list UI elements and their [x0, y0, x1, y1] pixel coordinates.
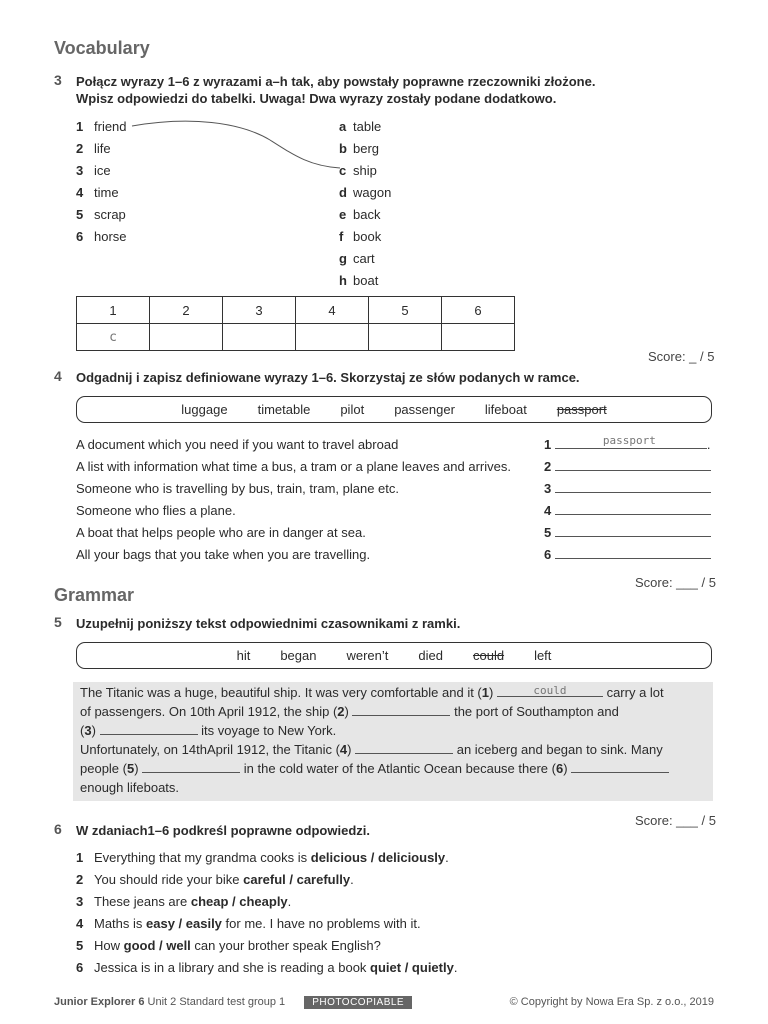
table-header-cell: 6	[442, 297, 515, 324]
definition-row	[76, 478, 716, 500]
footer-left	[54, 996, 412, 1008]
answer-end: .	[706, 437, 711, 452]
list-item	[339, 226, 391, 248]
definition-text: All your bags that you take when you are travelling.	[76, 547, 371, 562]
gap-6[interactable]	[571, 759, 669, 773]
item-word: wagon	[353, 185, 392, 200]
item-word: life	[94, 141, 111, 156]
item-letter: a	[339, 119, 347, 134]
table-header-cell: 4	[296, 297, 369, 324]
verb-bank-item-used: could	[472, 648, 505, 663]
list-item	[339, 160, 391, 182]
item-word: boat	[353, 273, 379, 288]
gap-2[interactable]	[352, 702, 450, 716]
list-item	[76, 160, 127, 182]
answer-slot	[544, 456, 711, 478]
list-item	[76, 204, 127, 226]
table-answer-cell[interactable]	[223, 324, 296, 351]
verb-bank-item: began	[280, 648, 317, 663]
answer-options[interactable]: quiet / quietly	[370, 960, 454, 975]
definition-row	[76, 456, 716, 478]
word-bank-item: timetable	[257, 402, 311, 417]
list-item	[339, 116, 391, 138]
answer-number: 5	[544, 525, 552, 540]
list-item	[76, 138, 127, 160]
answer-line[interactable]	[555, 500, 711, 515]
sentence-item: 6 Jessica is in a library and she is reading a book quiet / quietly.	[76, 960, 458, 975]
item-word: table	[353, 119, 382, 134]
definition-text: A boat that helps people who are in danger at sea.	[76, 525, 366, 540]
photocopiable-badge: PHOTOCOPIABLE	[304, 996, 412, 1009]
answer-options[interactable]: careful / carefully	[243, 872, 351, 887]
answer-handwritten: passport	[602, 434, 656, 447]
item-letter: h	[339, 273, 347, 288]
word-bank-item: passenger	[394, 402, 455, 417]
item-number: 1	[76, 119, 84, 134]
exercise-5-instructions: Uzupełnij poniższy tekst odpowiednimi czasownikami z ramki.	[76, 616, 461, 631]
answer-number: 4	[544, 503, 552, 518]
verb-bank-item: left	[534, 648, 552, 663]
item-word: scrap	[94, 207, 126, 222]
exercise-3-number: 3	[54, 72, 62, 88]
exercise-6-number: 6	[54, 821, 62, 837]
item-letter: g	[339, 251, 347, 266]
item-letter: f	[339, 229, 344, 244]
item-number: 2	[76, 141, 84, 156]
adverb-sentences	[76, 847, 457, 979]
definition-row	[76, 434, 716, 456]
section-heading-grammar: Grammar	[54, 585, 135, 605]
table-answer-cell[interactable]	[150, 324, 223, 351]
list-item	[339, 204, 391, 226]
exercise-5-score: Score: ___ / 5	[635, 813, 716, 828]
text-line: (3) its voyage to New York.	[80, 723, 337, 738]
table-header-cell: 1	[77, 297, 150, 324]
instr-line-2: Wpisz odpowiedzi do tabelki. Uwaga! Dwa wyrazy zostały podane dodatkowo.	[76, 91, 557, 106]
word-bank-item-used: passport	[556, 402, 607, 417]
answer-slot	[544, 522, 711, 544]
item-word: book	[353, 229, 382, 244]
item-word: horse	[94, 229, 127, 244]
footer-copyright: © Copyright by Nowa Era Sp. z o.o., 2019	[509, 996, 714, 1008]
verb-bank-item: died	[418, 648, 443, 663]
answer-slot	[544, 544, 711, 566]
gap-1-answer: could	[533, 684, 567, 697]
table-header-cell: 3	[223, 297, 296, 324]
example-match-line	[130, 118, 345, 174]
answer-number: 2	[544, 459, 552, 474]
list-item	[76, 182, 127, 204]
table-answer-cell[interactable]	[442, 324, 515, 351]
table-header-row	[77, 297, 515, 324]
sentence-item: 5 How good / well can your brother speak English?	[76, 938, 381, 953]
definition-row	[76, 500, 716, 522]
gap-5[interactable]	[142, 759, 240, 773]
table-answer-cell[interactable]: c	[77, 324, 150, 351]
answer-options[interactable]: delicious / deliciously	[310, 850, 446, 865]
exercise-3-score: Score: _ / 5	[648, 349, 715, 364]
list-item	[339, 248, 391, 270]
text-line: The Titanic was a huge, beautiful ship. It was very comfortable and it (1) could carry a lot	[80, 683, 710, 702]
list-item	[76, 116, 127, 138]
text-line: of passengers. On 10th April 1912, the ship (2) the port of Southampton and	[80, 704, 619, 719]
item-word: cart	[353, 251, 375, 266]
answer-number: 1	[544, 437, 552, 452]
sentence-item: 3 These jeans are cheap / cheaply.	[76, 894, 292, 909]
exercise-4-number: 4	[54, 368, 62, 384]
definition-row	[76, 544, 716, 566]
table-header-cell: 2	[150, 297, 223, 324]
table-answer-row	[77, 324, 515, 351]
footer-book-title: Junior Explorer 6	[54, 996, 145, 1008]
answer-slot	[544, 500, 711, 522]
exercise-4-score: Score: ___ / 5	[635, 575, 716, 590]
list-item	[339, 138, 391, 160]
answer-slot	[544, 478, 711, 500]
gap-1[interactable]	[497, 683, 603, 697]
item-number: 5	[76, 207, 84, 222]
item-word: ship	[353, 163, 377, 178]
answer-line[interactable]	[555, 544, 711, 559]
answer-line[interactable]	[555, 522, 711, 537]
sentence-item: 4 Maths is easy / easily for me. I have no problems with it.	[76, 916, 421, 931]
item-letter: b	[339, 141, 347, 156]
titanic-text	[80, 683, 710, 797]
item-letter: d	[339, 185, 347, 200]
answer-slot	[544, 434, 710, 456]
table-header-cell: 5	[369, 297, 442, 324]
word-bank-item: lifeboat	[484, 402, 527, 417]
item-number: 3	[76, 163, 84, 178]
word-bank-item: luggage	[181, 402, 228, 417]
verb-bank-box	[76, 642, 712, 669]
section-heading-vocabulary: Vocabulary	[54, 38, 150, 58]
exercise-3-instructions	[76, 73, 595, 107]
sentence-item: 2 You should ride your bike careful / carefully.	[76, 872, 354, 887]
item-word: time	[94, 185, 119, 200]
instr-line-1: Połącz wyrazy 1–6 z wyrazami a–h tak, aby powstały poprawne rzeczowniki złożone.	[76, 74, 596, 89]
left-word-list	[76, 116, 127, 248]
answer-table	[76, 296, 515, 351]
list-item	[339, 182, 391, 204]
answer-line[interactable]	[555, 456, 711, 471]
definition-text: Someone who is travelling by bus, train, tram, plane etc.	[76, 481, 399, 496]
answer-options[interactable]: easy / easily	[146, 916, 222, 931]
definitions-list	[76, 434, 716, 566]
answer-line[interactable]	[555, 478, 711, 493]
item-word: ice	[94, 163, 111, 178]
sentence-item: 1 Everything that my grandma cooks is delicious / deliciously.	[76, 850, 449, 865]
footer-test-name: Unit 2 Standard test group 1	[147, 996, 286, 1008]
item-letter: e	[339, 207, 347, 222]
answer-options[interactable]: cheap / cheaply	[190, 894, 288, 909]
definition-text: A document which you need if you want to travel abroad	[76, 437, 399, 452]
definition-row	[76, 522, 716, 544]
right-word-list	[339, 116, 391, 292]
word-bank-box	[76, 396, 712, 423]
item-number: 6	[76, 229, 84, 244]
answer-number: 6	[544, 547, 552, 562]
exercise-4-instructions: Odgadnij i zapisz definiowane wyrazy 1–6. Skorzystaj ze słów podanych w ramce.	[76, 370, 580, 385]
table-answer-cell[interactable]	[369, 324, 442, 351]
item-word: back	[353, 207, 381, 222]
verb-bank-item: hit	[236, 648, 251, 663]
answer-number: 3	[544, 481, 552, 496]
item-word: berg	[353, 141, 380, 156]
definition-text: Someone who flies a plane.	[76, 503, 236, 518]
item-letter: c	[339, 163, 347, 178]
table-answer-cell[interactable]	[296, 324, 369, 351]
gap-4[interactable]	[355, 740, 453, 754]
verb-bank-item: weren’t	[346, 648, 389, 663]
text-line: people (5) in the cold water of the Atlantic Ocean because there (6)	[80, 759, 710, 778]
text-line: enough lifeboats.	[80, 780, 180, 795]
item-number: 4	[76, 185, 84, 200]
list-item	[76, 226, 127, 248]
answer-line[interactable]	[555, 434, 707, 449]
text-line: Unfortunately, on 14thApril 1912, the Titanic (4) an iceberg and began to sink. Many	[80, 742, 663, 757]
exercise-5-number: 5	[54, 614, 62, 630]
definition-text: A list with information what time a bus, a tram or a plane leaves and arrives.	[76, 459, 511, 474]
list-item	[339, 270, 391, 292]
gap-3[interactable]	[100, 721, 198, 735]
item-word: friend	[94, 119, 127, 134]
answer-options[interactable]: good / well	[123, 938, 191, 953]
word-bank-item: pilot	[340, 402, 365, 417]
exercise-6-instructions: W zdaniach1–6 podkreśl poprawne odpowiedzi.	[76, 823, 370, 838]
